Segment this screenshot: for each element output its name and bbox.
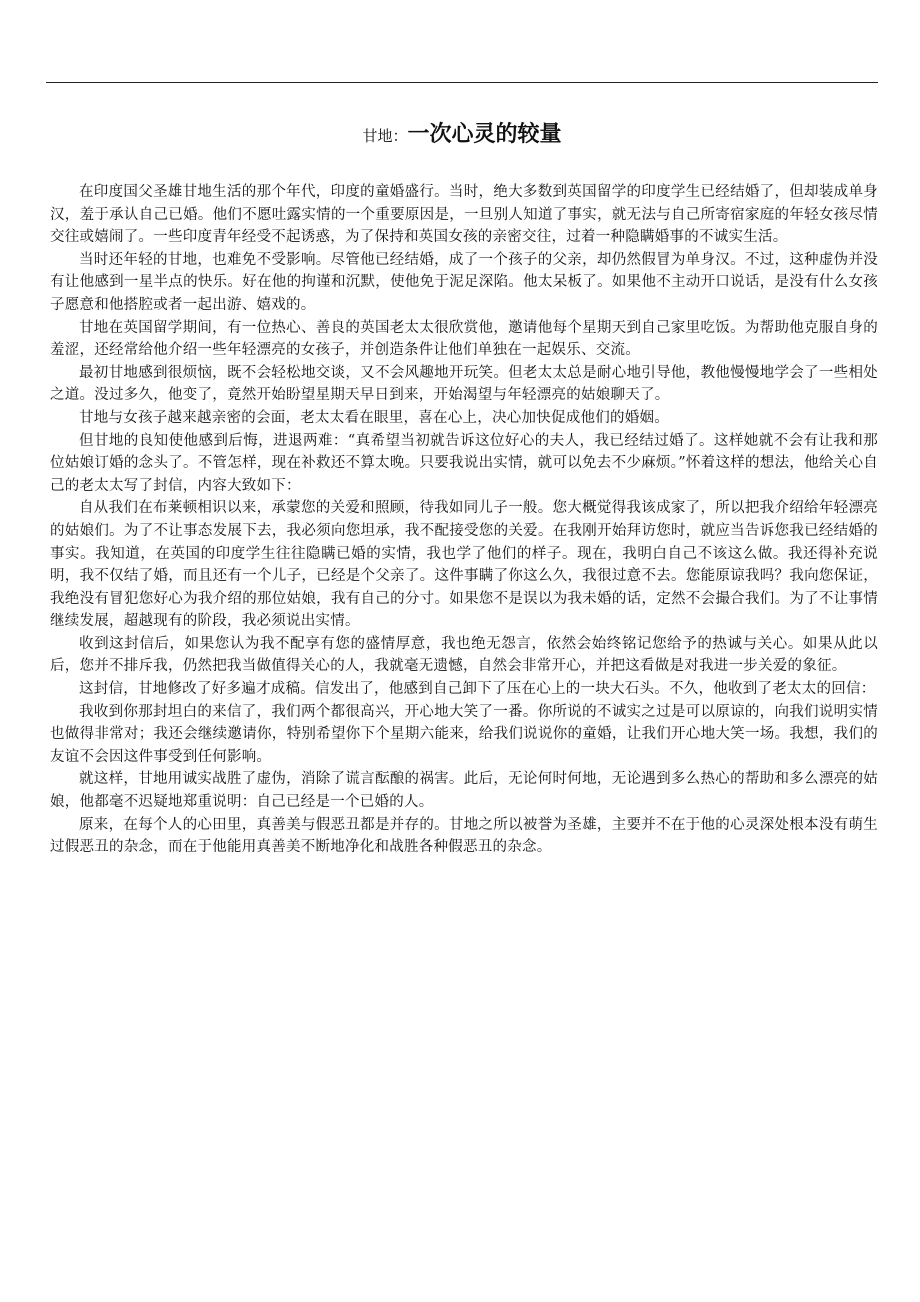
paragraph: 最初甘地感到很烦恼，既不会轻松地交谈，又不会风趣地开玩笑。但老太太总是耐心地引导他，教他慢慢地学会了一些相处之道。没过多久，他变了，竟然开始盼望星期天早日到来，开始渴望与年轻漂亮的姑娘聊天了。	[50, 364, 878, 404]
paragraph: 甘地与女孩子越来越亲密的会面，老太太看在眼里，喜在心上，决心加快促成他们的婚姻。	[79, 409, 669, 426]
header-divider	[46, 82, 878, 83]
paragraph: 这封信，甘地修改了好多遍才成稿。信发出了，他感到自己卸下了压在心上的一块大石头。不久，他收到了老太太的回信：	[79, 681, 876, 698]
paragraph: 但甘地的良知使他感到后悔，进退两难：“真希望当初就告诉这位好心的夫人，我已经结过婚了。这样她就不会有让我和那位姑娘订婚的念头了。不管怎样，现在补救还不算太晚。只要我说出实情，就可以免去不少麻烦。”怀着这样的想法，他给关心自己的老太太写了封信，内容大致如下：	[50, 432, 878, 494]
article-body	[50, 181, 878, 859]
paragraph: 在印度国父圣雄甘地生活的那个年代，印度的童婚盛行。当时，绝大多数到英国留学的印度学生已经结婚了，但却装成单身汉，羞于承认自己已婚。他们不愿吐露实情的一个重要原因是，一旦别人知道了事实，就无法与自己所寄宿家庭的年轻女孩尽情交往或嬉闹了。一些印度青年经受不起诱惑，为了保持和英国女孩的亲密交往，过着一种隐瞒婚事的不诚实生活。	[50, 184, 878, 246]
paragraph: 甘地在英国留学期间，有一位热心、善良的英国老太太很欣赏他，邀请他每个星期天到自己家里吃饭。为帮助他克服自身的羞涩，还经常给他介绍一些年轻漂亮的女孩子，并创造条件让他们单独在一起娱乐、交流。	[50, 319, 878, 359]
reply-letter-paragraph: 我收到你那封坦白的来信了，我们两个都很高兴，开心地大笑了一番。你所说的不诚实之过是可以原谅的，向我们说明实情也做得非常对；我还会继续邀请你，特别希望你下个星期六能来，给我们说说你的童婚，让我们开心地大笑一场。我想，我们的友谊不会因这件事受到任何影响。	[50, 703, 878, 765]
letter-paragraph: 收到这封信后，如果您认为我不配享有您的盛情厚意，我也绝无怨言，依然会始终铭记您给予的热诚与关心。如果从此以后，您并不排斥我，仍然把我当做值得关心的人，我就毫无遗憾，自然会非常开心，并把这看做是对我进一步关爱的象征。	[50, 635, 878, 675]
letter-paragraph: 自从我们在布莱顿相识以来，承蒙您的关爱和照顾，待我如同儿子一般。您大概觉得我该成家了，所以把我介绍给年轻漂亮的姑娘们。为了不让事态发展下去，我必须向您坦承，我不配接受您的关爱。在我刚开始拜访您时，就应当告诉您我已经结婚的事实。我知道，在英国的印度学生往往隐瞒已婚的实情，我也学了他们的样子。现在，我明白自己不该这么做。我还得补充说明，我不仅结了婚，而且还有一个儿子，已经是个父亲了。这件事瞒了你这么久，我很过意不去。您能原谅我吗？我向您保证，我绝没有冒犯您好心为我介绍的那位姑娘，我有自己的分寸。如果您不是误以为我未婚的话，定然不会撮合我们。为了不让事情继续发展，超越现有的阶段，我必须说出实情。	[50, 500, 878, 630]
paragraph: 就这样，甘地用诚实战胜了虚伪，消除了谎言酝酿的祸害。此后，无论何时何地，无论遇到多么热心的帮助和多么漂亮的姑娘，他都毫不迟疑地郑重说明：自己已经是一个已婚的人。	[50, 771, 878, 811]
paragraph: 原来，在每个人的心田里，真善美与假恶丑都是并存的。甘地之所以被誉为圣雄，主要并不在于他的心灵深处根本没有萌生过假恶丑的杂念，而在于他能用真善美不断地净化和战胜各种假恶丑的杂念。	[50, 816, 878, 856]
title-main: 一次心灵的较量	[407, 122, 562, 147]
page-title	[46, 118, 878, 153]
paragraph: 当时还年轻的甘地，也难免不受影响。尽管他已经结婚，成了一个孩子的父亲，却仍然假冒为单身汉。不过，这种虚伪并没有让他感到一星半点的快乐。好在他的拘谨和沉默，使他免于泥足深陷。他太呆板了。如果他不主动开口说话，是没有什么女孩子愿意和他搭腔或者一起出游、嬉戏的。	[50, 251, 878, 313]
title-prefix: 甘地：	[362, 127, 408, 145]
